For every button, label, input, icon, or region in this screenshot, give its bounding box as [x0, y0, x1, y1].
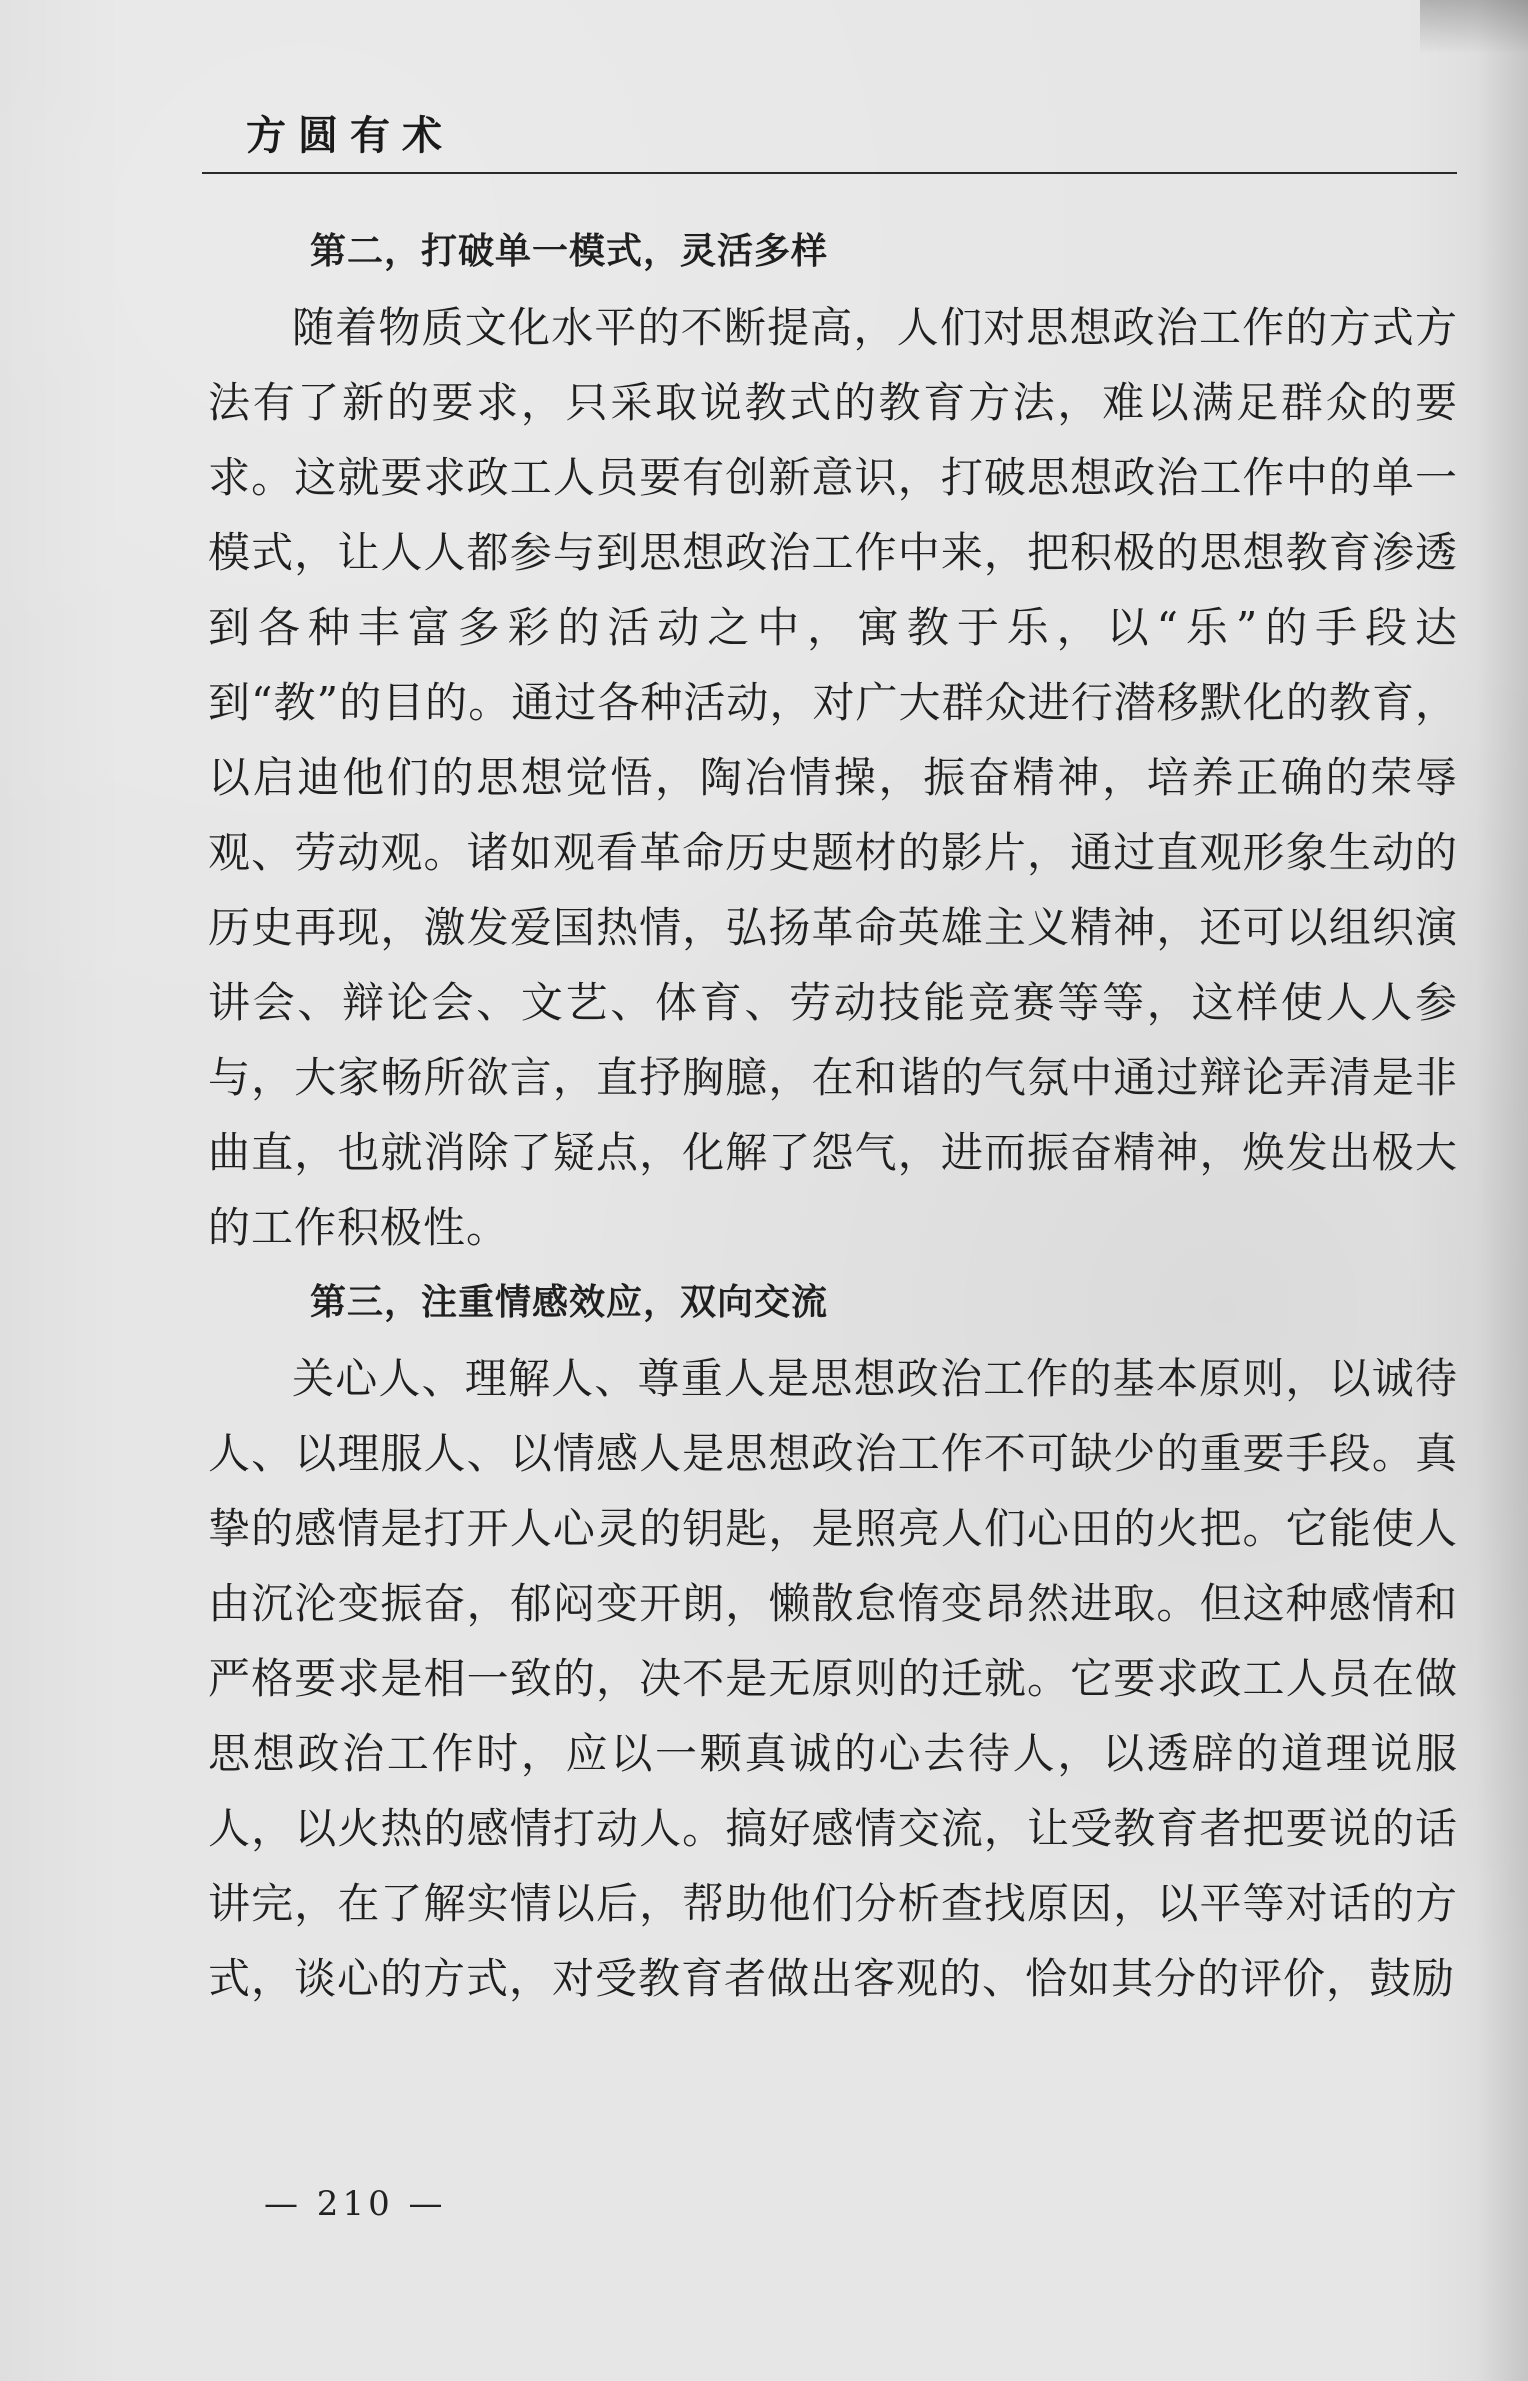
page-body — [208, 214, 1458, 2016]
body-paragraph: 随着物质文化水平的不断提高，人们对思想政治工作的方式方法有了新的要求，只采取说教式的教育方法，难以满足群众的要求。这就要求政工人员要有创新意识，打破思想政治工作中的单一模式，让人人都参与到思想政治工作中来，把积极的思想教育渗透到各种丰富多彩的活动之中，寓教于乐，以“乐”的手段达到“教”的目的。通过各种活动，对广大群众进行潜移默化的教育，以启迪他们的思想觉悟，陶冶情操，振奋精神，培养正确的荣辱观、劳动观。诸如观看革命历史题材的影片，通过直观形象生动的历史再现，激发爱国热情，弘扬革命英雄主义精神，还可以组织演讲会、辩论会、文艺、体育、劳动技能竞赛等等，这样使人人参与，大家畅所欲言，直抒胸臆，在和谐的气氛中通过辩论弄清是非曲直，也就消除了疑点，化解了怨气，进而振奋精神，焕发出极大的工作积极性。 — [208, 303, 1458, 1252]
section-heading: 第三，注重情感效应，双向交流 — [310, 1282, 829, 1323]
running-head: 方圆有术 — [246, 113, 454, 159]
header-rule — [202, 172, 1457, 174]
page-edge-shadow — [1476, 0, 1528, 2381]
body-paragraph: 关心人、理解人、尊重人是思想政治工作的基本原则，以诚待人、以理服人、以情感人是思想政治工作不可缺少的重要手段。真挚的感情是打开人心灵的钥匙，是照亮人们心田的火把。它能使人由沉沦变振奋，郁闷变开朗，懒散怠惰变昂然进取。但这种感情和严格要求是相一致的，决不是无原则的迁就。它要求政工人员在做思想政治工作时，应以一颗真诚的心去待人，以透辟的道理说服人，以火热的感情打动人。搞好感情交流，让受教育者把要说的话讲完，在了解实情以后，帮助他们分析查找原因，以平等对话的方式，谈心的方式，对受教育者做出客观的、恰如其分的评价，鼓励 — [208, 1354, 1458, 2003]
page-number: — 210 — — [264, 2184, 447, 2224]
section-heading: 第二，打破单一模式，灵活多样 — [310, 231, 829, 272]
